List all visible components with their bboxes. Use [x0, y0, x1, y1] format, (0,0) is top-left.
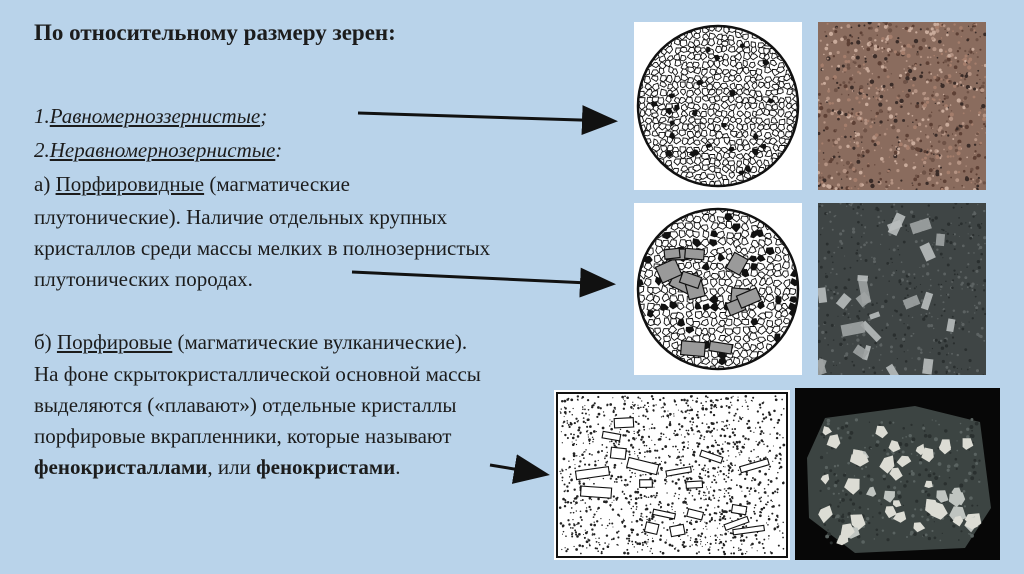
porphyry-text-line: выделяются («плавают») отдельные кристаллы [34, 393, 457, 417]
arrow-right-icon [352, 272, 610, 284]
page-title: По относительному размеру зерен: [34, 20, 396, 45]
porphyry-diagram [554, 390, 790, 560]
text: . [395, 455, 401, 479]
term-inequigranular: Неравномернозернистые [49, 138, 276, 162]
porphyry-text-line: порфировые вкрапленники, которые называют [34, 424, 452, 448]
arrow-right-icon [490, 465, 544, 474]
punct: ; [260, 104, 268, 128]
item-number: 2. [34, 138, 50, 162]
equigranular-diagram [634, 22, 802, 190]
term-equigranular: Равномерноззернистые [49, 104, 261, 128]
porphyroid-text-line: плутонические). Наличие отдельных крупных [34, 205, 448, 229]
porphyroid-text-line: плутонических породах. [34, 267, 253, 291]
item-number: 1. [34, 104, 50, 128]
porphyroid-diagram [634, 203, 802, 375]
punct: : [275, 138, 283, 162]
arrow-right-icon [358, 113, 612, 121]
granite-photo [818, 22, 986, 190]
text: , или [207, 455, 257, 479]
porphyroid-text-line: кристаллов среди массы мелких в полнозернистых [34, 236, 491, 260]
prefix: а) [34, 172, 56, 196]
term-porphyroid: Порфировидные [55, 172, 205, 196]
term-phenocrystals: фенокристаллами [34, 455, 208, 479]
term-porphyry: Порфировые [56, 330, 173, 354]
prefix: б) [34, 330, 57, 354]
porphyroid-photo [818, 203, 986, 375]
porphyry-rock-photo [795, 388, 1000, 560]
term-phenocrysts: фенокристами [256, 455, 396, 479]
description: (магматические вулканические). [172, 330, 468, 354]
porphyry-text-line: На фоне скрытокристаллической основной массы [34, 362, 481, 386]
description: (магматические [204, 172, 350, 196]
